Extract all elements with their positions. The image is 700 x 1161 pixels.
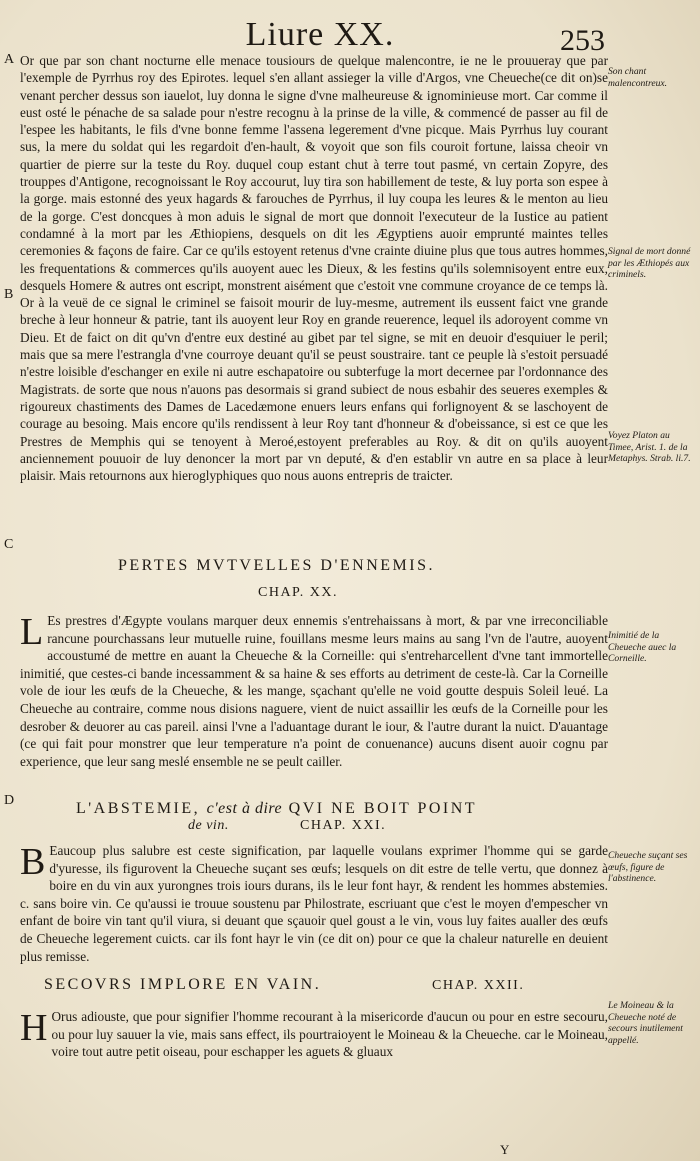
signature-mark: Y [500, 1142, 510, 1157]
chapter-22-heading: SECOVRS IMPLORE EN VAIN. [44, 976, 322, 993]
chapter-22-number: CHAP. XXII. [432, 978, 525, 993]
margin-letter-b: B [4, 287, 14, 302]
chapter-20-dropcap: L [20, 611, 44, 653]
opening-paragraph: Or que par son chant nocturne elle menace tousiours de quelque malencontre, ie ne le prouueray que par l'exemple de Pyrrhus roy des Epirotes. lequel s'en allant assieger la ville d'Argos, vne Cheueche(ce dit on)se venant percher dessus son iauelot, luy donna le signe d'vne malheureuse & ignominieuse mort. Car comme il eust osté le pénache de sa salade pour n'estre recognu à la prinse de la ville, & commencé de passer au fil de l'espee les habitants, le fils d'vne bonne femme l'assena legerement d'vne picque. Mais Pyrrhus luy courant sus, la mere du soldat qui les regardoit d'en-hault, & voyoit que son fils couroit fortune, laissa cheoir vn quartier de pierre sur la teste du Roy. duquel coup estant chut à terre tout pasmé, vn certain Zopyre, des trouppes d'Antigone, recognoissant le Roy accourut, luy tira son habillement de teste, & luy porta son espee à la gorge. mais estonné des yeux hagards & farouches de Pyrrhus, il luy coupa les leures & le menton au lieu de la gorge. C'est doncques à mon aduis le signal de mort que donnoit l'executeur de la Iustice au patient condamné à la mort par les Æthiopiens, desquels on dit les Ægyptiens auoir emprunté maintes telles ceremonies & façons de faire. Car ce qu'ils estoyent retenus d'vne crainte diuine plus que tous autres hommes, les frequentations & commerces qu'ils auoyent auec les Dieux, & les festins qu'ils solemnisoyent entre eux, desquels Homere & autres ont escript, monstrent aisément que c'estoit vne commune croyance de ce temps là. Or à la veuë de ce signal le criminel se faisoit mourir de luy-mesme, autrement ils eussent faict vne grande breche à leur honneur & patrie, tant ils auoyent leur Roy en grande reuerence, lequel ils adoroyent comme vn Dieu. Et de faict on dit qu'vn d'entre eux destiné au gibet par tel signe, se mit en deuoir d'esquiuer le peril; mais que sa mere l'estrangla d'vne courroye deuant qu'il se peust soustraire. tant ce peuple là s'estoit persuadé n'estre loisible d'eschanger en exile ni autre eschapatoire ou subterfuge la mort decernee par l'ordonnance des Magistrats. de sorte que nous n'auons pas desormais si grand subiect de nous esbahir des seueres exemples & rigoureux chastiments des Dames de Lacedæmone enuers leurs enfans qui forlignoyent & se laschoyent de courage au besoing. Mais encore qu'ils rendissent à leur Roy tant d'honneur & d'obeissance, si est ce que les Prestres de Memphis qui se tenoyent à Meroé,estoyent preferables au Roy. & dit on qu'ils auoyent anciennement pouuoir de luy denoncer la mort par vn deputé, & d'en establir vn autre en sa place à leur plaisir. Mais retournons aux hieroglyphiques quo nous auons entrepris de traicter. [20, 53, 608, 484]
main-text-column [20, 52, 608, 484]
chapter-21-title-2: QVI NE BOIT POINT [288, 800, 478, 817]
sidenote-abstinence: Cheueche suçant ses œufs, figure de l'abstinence. [608, 850, 688, 884]
sidenote-chant: Son chant malencontreux. [608, 66, 668, 89]
sidenote-inimitie: Inimitié de la Cheueche auec la Corneille. [608, 630, 677, 664]
page-number: 253 [560, 24, 605, 57]
sidenote-moineau: Le Moineau & la Cheueche noté de secours inutilement appellé. [608, 1000, 683, 1046]
chapter-21-dropcap: B [20, 841, 46, 883]
chapter-22-dropcap: H [20, 1007, 48, 1049]
chapter-20-heading: PERTES MVTVELLES D'ENNEMIS. [118, 557, 435, 574]
chapter-22-body: Orus adiouste, que pour signifier l'homme recourant à la misericorde d'aucun ou pour en estre secouru, ou pour luy sauuer la vie, mais sans effect, ils pourtraioyent le Moineau & la Cheueche. car le Moineau, voire tout autre petit oiseau, pour eschapper les aguets & gluaux [51, 1009, 608, 1060]
chapter-21-number: CHAP. XXI. [300, 818, 387, 833]
margin-letter-c: C [4, 537, 14, 552]
sidenote-references: Voyez Platon au Timee, Arist. 1. de la Metaphys. Strab. li.7. [608, 430, 691, 464]
chapter-21-body: Eaucoup plus salubre est ceste signification, par laquelle voulans exprimer l'homme qui se garde d'yuresse, ils figurovent la Cheueche suçant ses œufs; lesquels on dit estre de telle vertu, que donnez à boire en du vin aux yurongnes trois iours durans, ils le leur font hayr, & rendent les hommes abstemies. c. sans boire vin. Ce qu'aussi ie trouue soustenu par Philostrate, escriuant que c'est le moyen d'empescher vn enfant de boire vin tant qu'il viura, si deuant que sçauoir quel goust a le vin, vous luy faites aualler des œufs de Cheueche legerement cuicts. car ils font hayr le vin (ce dit on) pour ce que la chaleur naturelle en deuient plus remisse. [20, 843, 608, 964]
chapter-21-subtitle: c'est à dire [206, 800, 283, 817]
chapter-21-title: L'ABSTEMIE, [76, 800, 201, 817]
chapter-21-heading [76, 800, 546, 818]
chapter-20-number: CHAP. XX. [258, 585, 339, 600]
running-title: Liure XX. [245, 16, 395, 53]
margin-letter-d: D [4, 793, 15, 808]
sidenote-signal: Signal de mort donné par les Æthiopés aux criminels. [608, 246, 691, 280]
chapter-21-title-3: de vin. [188, 818, 229, 833]
margin-letter-a: A [4, 52, 15, 67]
chapter-20-text [20, 612, 608, 770]
chapter-20-body: Es prestres d'Ægypte voulans marquer deux ennemis s'entrehaissans à mort, & par vne irreconciliable rancune pourchassans leur mutuelle ruine, fouillans mesme leurs mains au sang l'vn de l'autre, auoyent accoustumé de mettre en auant la Cheueche & la Corneille: qui s'entreharcellent d'vne tant immortelle inimitié, que cestes-ci bande incessamment & sa haine & ses efforts au detriment de ceste-là. Car la Corneille vole de iour les œufs de la Cheueche, & les mange, sçachant qu'elle ne void goutte despuis Soleil leué. La Cheueche au contraire, comme nous disions naguere, vient de nuict assaillir les œufs de la Corneille pour les desrober & deuorer au cas pareil. ainsi l'vne a l'aduantage durant le iour, & l'autre durant la nuict. D'auantage (ce qui fait pour monstrer que leur temperature n'a point de conuenance) aucuns disent auoir cognu par experience, que leur sang meslé ensemble ne se peult cailler. [20, 613, 608, 769]
chapter-22-text [20, 1008, 608, 1061]
chapter-21-text [20, 842, 608, 965]
